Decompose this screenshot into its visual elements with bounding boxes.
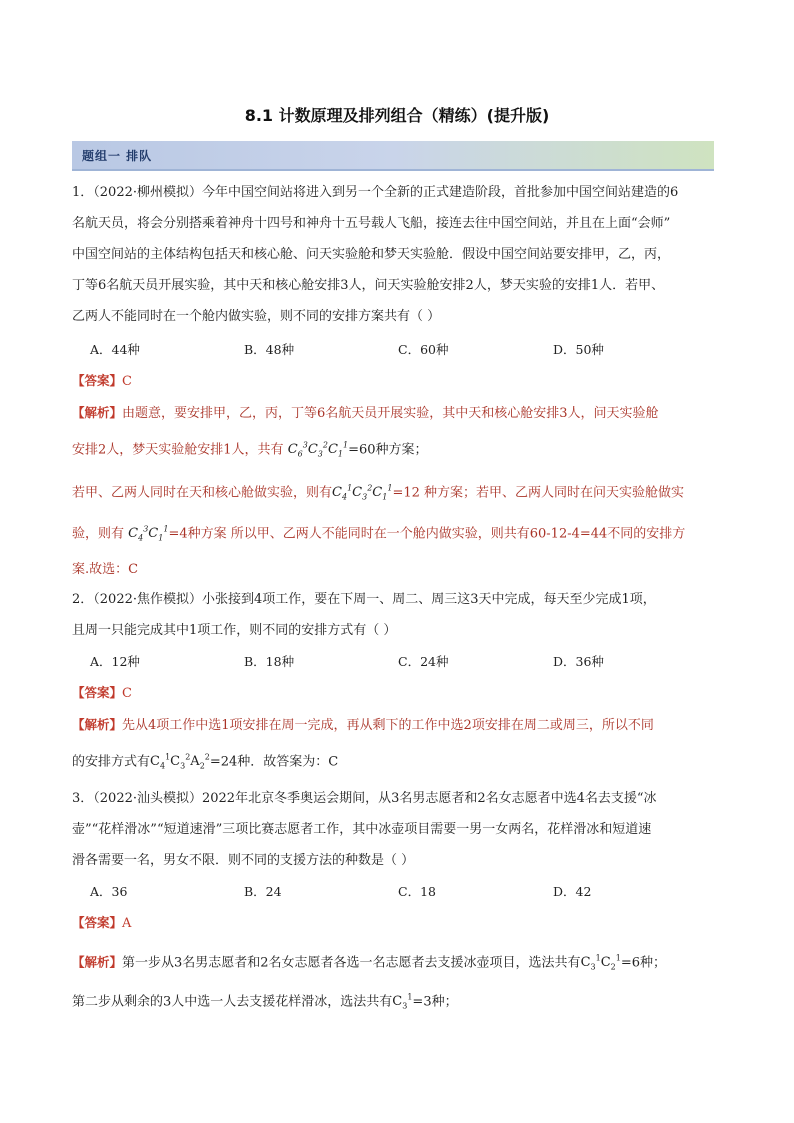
q3-answer <box>72 913 732 934</box>
q3-options <box>72 882 732 902</box>
q1-line-4: 丁等6名航天员开展实验，其中天和核心舱安排3人，问天实验舱安排2人，梦天实验的安排1人．若甲、 <box>72 278 665 293</box>
q2-option-a: A．12种 <box>90 654 140 669</box>
analysis-text: 安排2人，梦天实验舱安排1人，共有 <box>72 442 284 458</box>
q3-analysis-1 <box>72 949 732 978</box>
analysis-text: =6种； <box>620 955 667 971</box>
answer-label: 【答案】 <box>72 915 123 930</box>
analysis-text: =60种方案； <box>348 442 428 458</box>
answer-label: 【答案】 <box>72 373 123 388</box>
formula: $C_4^3C_1^1$ <box>128 525 169 543</box>
answer-value: C <box>122 374 132 389</box>
analysis-text: =12 种方案；若甲、乙两人同时在问天实验舱做实 <box>392 485 685 501</box>
q1-line-2: 名航天员，将会分别搭乘着神舟十四号和神舟十五号载人飞船，接连去往中国空间站，并且在上面“会师” <box>72 216 671 231</box>
analysis-text: =4种方案 所以甲、乙两人不能同时在一个舱内做实验，则共有60-12-4=44不同的安排方 <box>168 526 686 542</box>
section-title: 题组一 排队 <box>82 149 153 163</box>
answer-value: C <box>122 686 132 701</box>
q3-line-2: 壶”“花样滑冰”“短道速滑”三项比赛志愿者工作，其中冰壶项目需要一男一女两名，花样滑冰和短道速 <box>72 822 652 837</box>
q2-option-b: B．18种 <box>244 654 295 669</box>
analysis-text: 由题意，要安排甲，乙，丙，丁等6名航天员开展实验，其中天和核心舱安排3人，问天实验舱 <box>122 406 659 421</box>
q1-line-3: 中国空间站的主体结构包括天和核心舱、问天实验舱和梦天实验舱．假设中国空间站要安排甲，乙，丙， <box>72 247 671 262</box>
q2-analysis-1 <box>72 715 732 736</box>
analysis-text: 第一步从3名男志愿者和2名女志愿者各选一名志愿者去支援冰壶项目，选法共有 <box>122 955 581 971</box>
analysis-label: 【解析】 <box>72 954 123 970</box>
q3-option-c: C．18 <box>398 884 436 899</box>
q1-analysis-2 <box>72 436 732 465</box>
analysis-label: 【解析】 <box>72 405 123 420</box>
q1-options <box>72 340 732 360</box>
q1-analysis-5 <box>72 560 732 580</box>
q2-option-d: D．36种 <box>553 654 604 669</box>
page-title: 8.1 计数原理及排列组合（精练）(提升版) <box>244 106 550 125</box>
q2-line-2: 且周一只能完成其中1项工作，则不同的安排方式有（ ） <box>72 623 397 638</box>
answer-label: 【答案】 <box>72 685 123 700</box>
q1-analysis-3 <box>72 479 732 508</box>
q3-line-3: 滑各需要一名，男女不限．则不同的支援方法的种数是（ ） <box>72 853 415 868</box>
q1-line-5: 乙两人不能同时在一个舱内做实验，则不同的安排方案共有（ ） <box>72 309 441 324</box>
q1-line-1: 1．（2022·柳州模拟）今年中国空间站将进入到另一个全新的正式建造阶段，首批参加中国空间站建造的6 <box>72 185 679 200</box>
formula: $C_6^3C_3^2C_1^1$ <box>287 441 349 459</box>
q1-option-d: D．50种 <box>553 342 604 357</box>
analysis-text: 若甲、乙两人同时在天和核心舱做实验，则有 <box>72 485 333 501</box>
q2-answer <box>72 683 732 704</box>
q1-option-a: A．44种 <box>90 342 140 357</box>
analysis-text: 第二步从剩余的3人中选一人去支援花样滑冰，选法共有 <box>72 994 393 1010</box>
q2-options <box>72 652 732 672</box>
q3-option-b: B．24 <box>244 884 282 899</box>
q2-line-1: 2．（2022·焦作模拟）小张接到4项工作，要在下周一、周二、周三这3天中完成，每天至少完成1项， <box>72 592 656 607</box>
q2-analysis-2 <box>72 748 732 777</box>
analysis-text: 案.故选：C <box>72 562 139 577</box>
q3-option-d: D．42 <box>553 884 592 899</box>
analysis-text: =3种； <box>412 994 458 1010</box>
section-header <box>72 141 714 171</box>
analysis-text: 先从4项工作中选1项安排在周一完成，再从剩下的工作中选2项安排在周二或周三，所以不同 <box>122 718 654 733</box>
formula: $C_3^1$ <box>392 993 413 1011</box>
q3-option-a: A．36 <box>90 884 128 899</box>
formula: $C_3^1C_2^1$ <box>580 954 621 972</box>
q3-line-1: 3．（2022·汕头模拟）2022年北京冬季奥运会期间，从3名男志愿者和2名女志愿者中选4名去支援“冰 <box>72 791 657 806</box>
formula: $C_4^1C_3^2C_1^1$ <box>332 484 393 502</box>
q2-option-c: C．24种 <box>398 654 449 669</box>
q1-analysis-1 <box>72 403 732 424</box>
analysis-text: 验，则有 <box>72 526 125 542</box>
q1-option-c: C．60种 <box>398 342 449 357</box>
q1-answer <box>72 371 732 392</box>
analysis-label: 【解析】 <box>72 717 123 732</box>
analysis-text: =24种．故答案为：C <box>209 754 339 770</box>
formula: $C_4^1C_3^2A_2^2$ <box>150 753 210 771</box>
answer-value: A <box>122 916 132 931</box>
analysis-text: 的安排方式有 <box>72 754 151 770</box>
q3-analysis-2 <box>72 988 732 1017</box>
q1-option-b: B．48种 <box>244 342 295 357</box>
q1-analysis-4 <box>72 520 732 549</box>
